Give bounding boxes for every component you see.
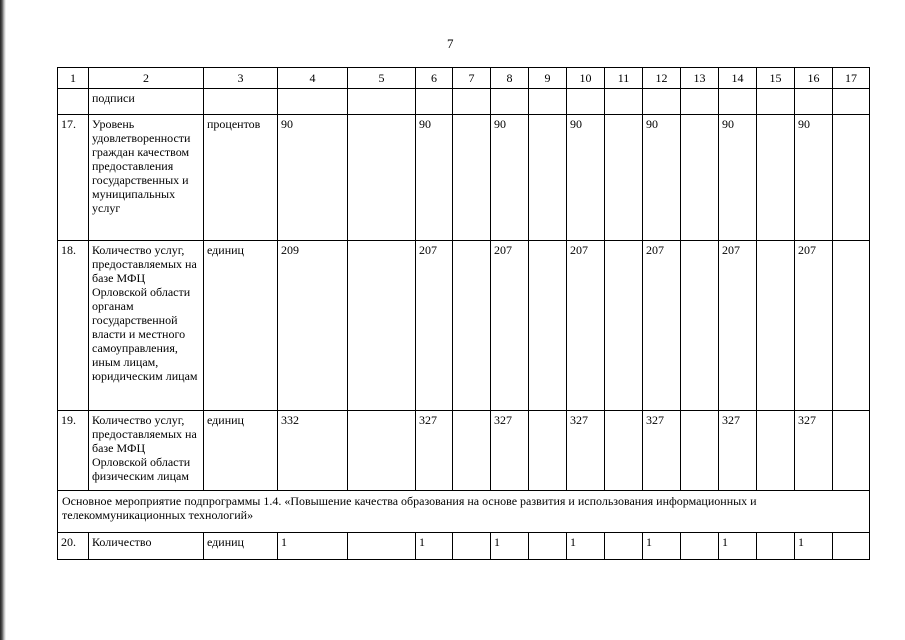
table-cell — [204, 89, 278, 115]
scan-edge-shadow — [0, 0, 6, 640]
table-cell: 15 — [757, 68, 795, 89]
table-cell: 207 — [567, 241, 605, 411]
table-cell — [453, 89, 491, 115]
table-cell: 14 — [719, 68, 757, 89]
table-cell: 327 — [491, 411, 529, 491]
table-cell — [681, 411, 719, 491]
table-cell: 1 — [278, 533, 348, 560]
table-cell: 19. — [58, 411, 89, 491]
table-cell — [529, 411, 567, 491]
table-cell: 90 — [278, 115, 348, 241]
table-cell — [605, 411, 643, 491]
table-cell — [58, 89, 89, 115]
table-cell: 90 — [416, 115, 453, 241]
table-cell: 20. — [58, 533, 89, 560]
table-cell: единиц — [204, 533, 278, 560]
table-cell: 17. — [58, 115, 89, 241]
table-cell — [757, 241, 795, 411]
table-cell: 90 — [491, 115, 529, 241]
section-heading: Основное мероприятие подпрограммы 1.4. «Повышение качества образования на основе развития и использования информационных и телекоммуникационных технологий» — [58, 491, 870, 533]
table-cell — [529, 533, 567, 560]
table-cell — [453, 411, 491, 491]
table-cell: Количество услуг, предоставляемых на базе МФЦ Орловской области органам государственной власти и местного самоуправления, иным лицам, юридическим лицам — [89, 241, 204, 411]
table-cell — [453, 533, 491, 560]
table-cell — [681, 241, 719, 411]
table-cell — [348, 115, 416, 241]
table-cell: 12 — [643, 68, 681, 89]
table-cell: 327 — [719, 411, 757, 491]
section-row — [58, 491, 870, 533]
table-cell: 327 — [416, 411, 453, 491]
table-cell — [681, 533, 719, 560]
table-cell: 10 — [567, 68, 605, 89]
table-cell — [605, 115, 643, 241]
table-cell: 2 — [89, 68, 204, 89]
table-cell — [681, 89, 719, 115]
table-cell: 209 — [278, 241, 348, 411]
table-cell: Количество услуг, предоставляемых на базе МФЦ Орловской области физическим лицам — [89, 411, 204, 491]
table-cell: 3 — [204, 68, 278, 89]
table-cell: 1 — [795, 533, 833, 560]
table-cell: 207 — [416, 241, 453, 411]
table-cell: 90 — [719, 115, 757, 241]
table-cell: 9 — [529, 68, 567, 89]
table-cell: 1 — [58, 68, 89, 89]
table-cell — [833, 411, 870, 491]
table-cell — [529, 115, 567, 241]
table-cell: 6 — [416, 68, 453, 89]
table-cell: 327 — [567, 411, 605, 491]
table-cell: 327 — [795, 411, 833, 491]
table-cell: 1 — [567, 533, 605, 560]
table-cell: 1 — [416, 533, 453, 560]
table-cell: 17 — [833, 68, 870, 89]
table-cell — [757, 411, 795, 491]
table-cell — [605, 241, 643, 411]
table-row-19 — [58, 411, 870, 491]
table-cell: единиц — [204, 411, 278, 491]
table-cell: 90 — [643, 115, 681, 241]
table-cell: единиц — [204, 241, 278, 411]
continuation-row — [58, 89, 870, 115]
header-row — [58, 68, 870, 89]
table-cell: 207 — [719, 241, 757, 411]
table-cell — [605, 89, 643, 115]
table-cell — [757, 89, 795, 115]
table-cell — [833, 533, 870, 560]
table-row-17 — [58, 115, 870, 241]
table-cell: 90 — [795, 115, 833, 241]
page-number: 7 — [447, 36, 454, 51]
table-row-18 — [58, 241, 870, 411]
table-cell: 4 — [278, 68, 348, 89]
table-cell: 327 — [643, 411, 681, 491]
table-cell: 11 — [605, 68, 643, 89]
table-cell: 1 — [719, 533, 757, 560]
table-cell — [757, 533, 795, 560]
table-cell: 207 — [643, 241, 681, 411]
table-cell: 1 — [643, 533, 681, 560]
table-cell: Количество — [89, 533, 204, 560]
table-cell — [491, 89, 529, 115]
table-cell: 207 — [795, 241, 833, 411]
table-cell: 7 — [453, 68, 491, 89]
table-cell — [348, 533, 416, 560]
table-cell — [416, 89, 453, 115]
table-cell: 332 — [278, 411, 348, 491]
table-cell: Уровень удовлетворенности граждан качеством предоставления государственных и муниципальных услуг — [89, 115, 204, 241]
table-cell: 8 — [491, 68, 529, 89]
table-cell — [529, 89, 567, 115]
table-cell — [453, 115, 491, 241]
indicators-table — [57, 67, 870, 560]
table-cell: 13 — [681, 68, 719, 89]
table-cell — [833, 115, 870, 241]
table-cell: подписи — [89, 89, 204, 115]
table-cell — [643, 89, 681, 115]
table-cell: процентов — [204, 115, 278, 241]
table-row-20 — [58, 533, 870, 560]
table-cell — [681, 115, 719, 241]
table-cell — [348, 241, 416, 411]
table-cell — [453, 241, 491, 411]
table-cell: 18. — [58, 241, 89, 411]
table-cell — [719, 89, 757, 115]
table-cell — [567, 89, 605, 115]
table-cell — [833, 89, 870, 115]
table-cell — [529, 241, 567, 411]
table-cell: 90 — [567, 115, 605, 241]
table-cell — [278, 89, 348, 115]
table-cell — [348, 411, 416, 491]
table-cell — [833, 241, 870, 411]
table-cell — [795, 89, 833, 115]
table-cell: 5 — [348, 68, 416, 89]
table-cell — [757, 115, 795, 241]
table-cell — [605, 533, 643, 560]
table-cell: 207 — [491, 241, 529, 411]
table-cell: 16 — [795, 68, 833, 89]
table-cell: 1 — [491, 533, 529, 560]
table-cell — [348, 89, 416, 115]
